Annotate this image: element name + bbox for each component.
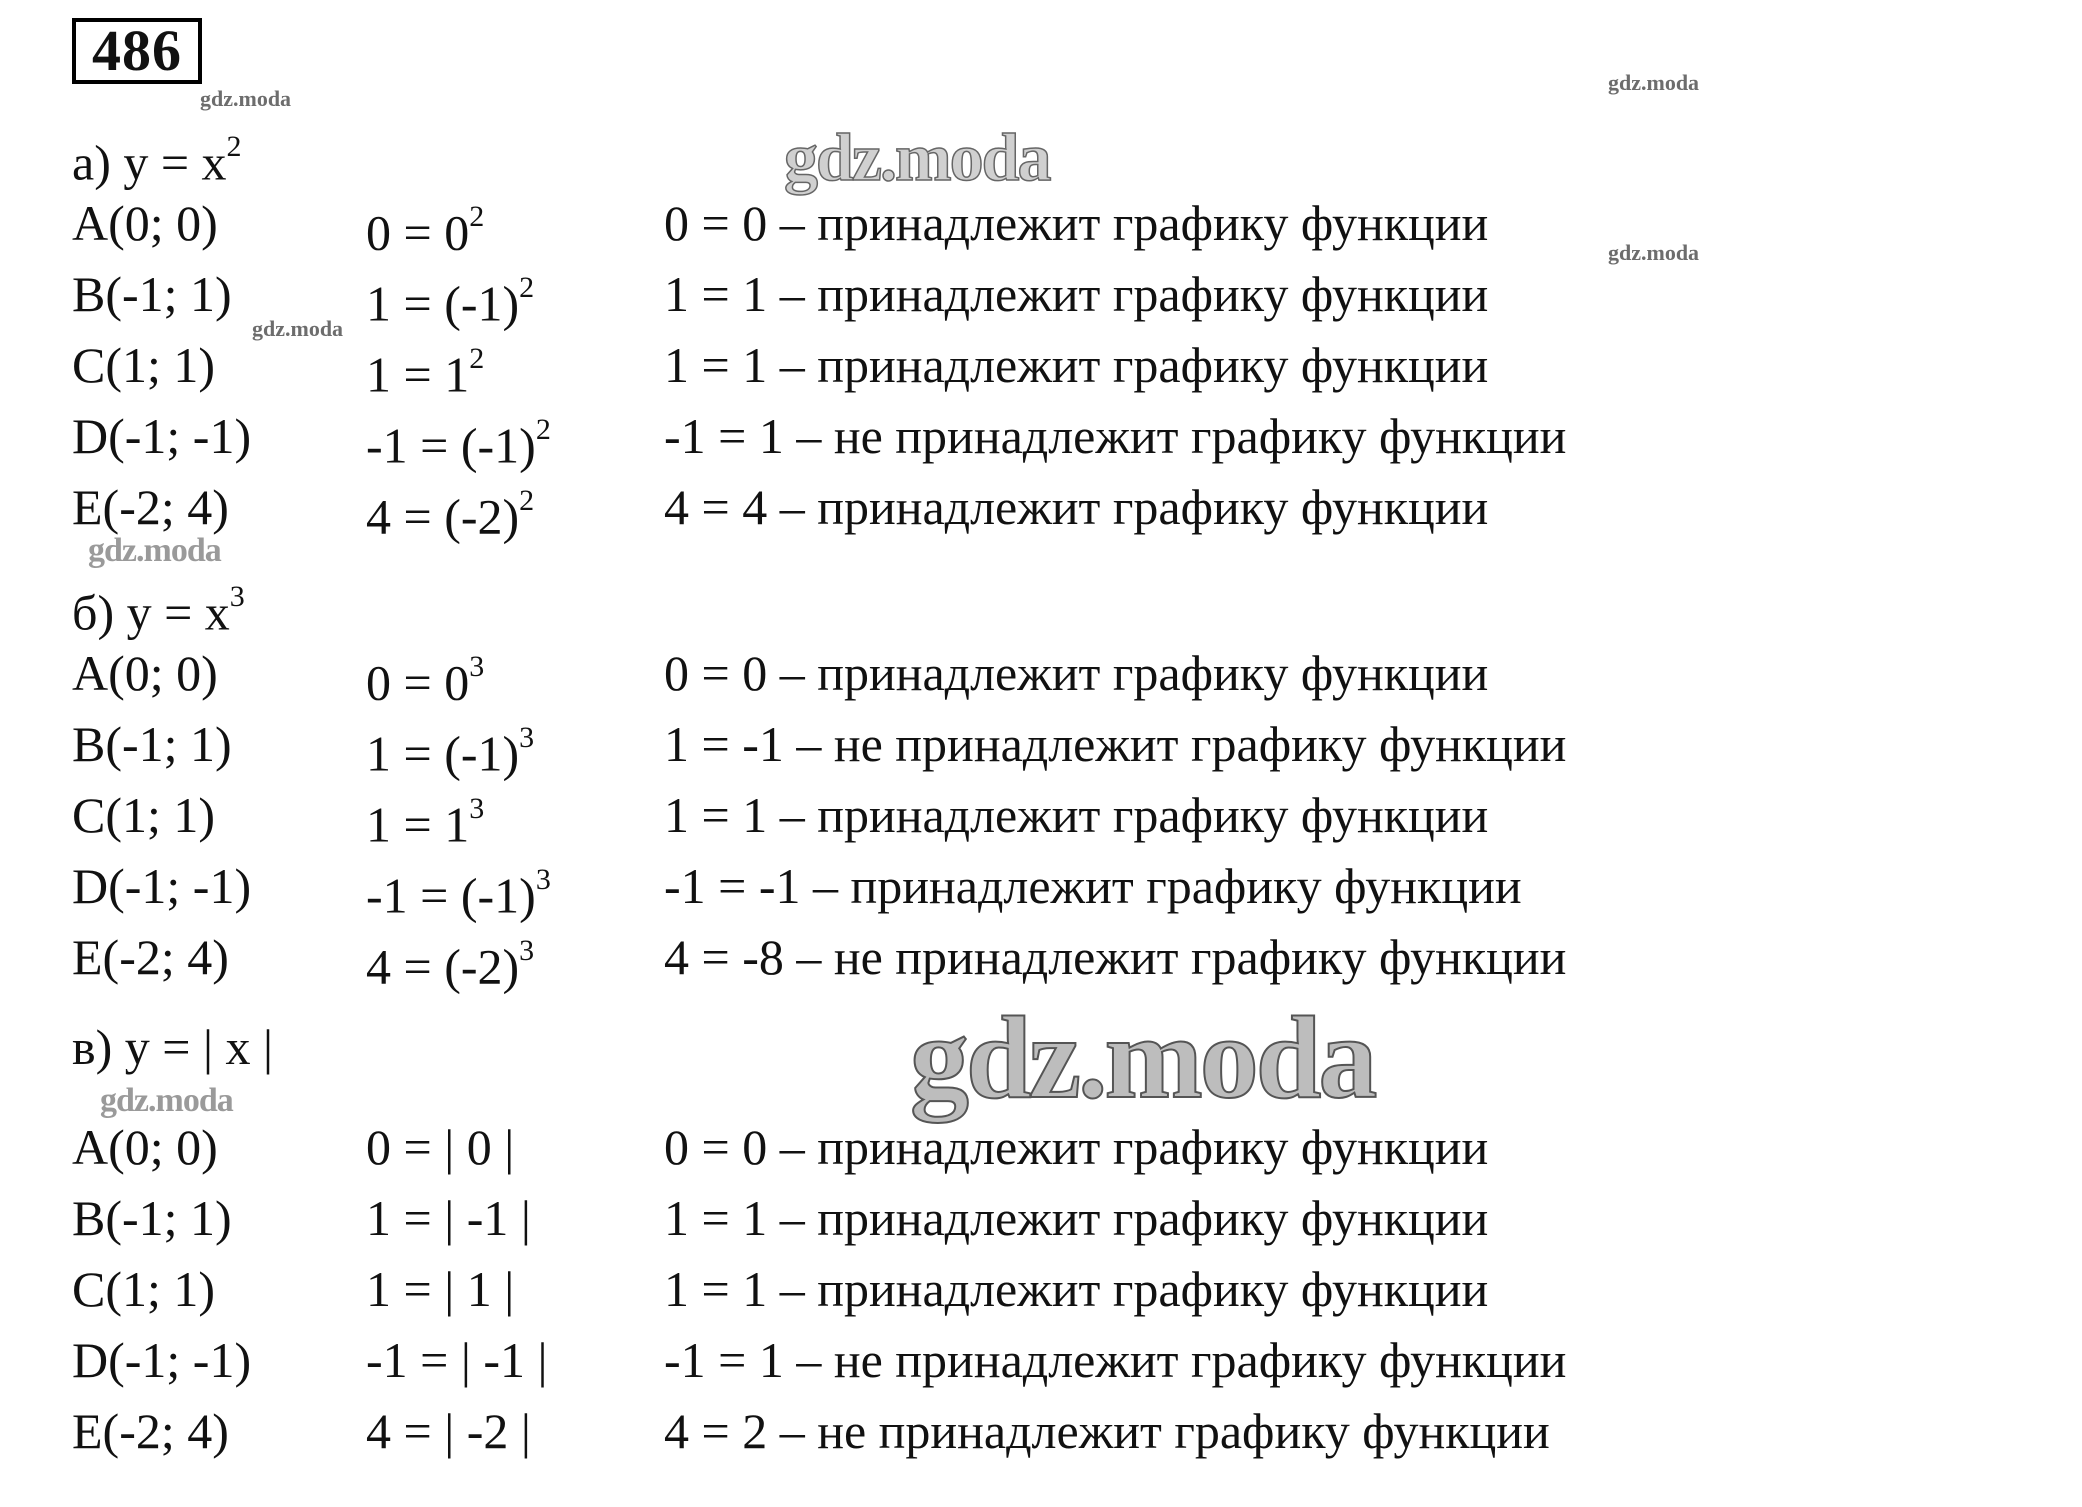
- watermark-logo: gdz.moda: [200, 86, 292, 111]
- point-label: E(-2; 4): [72, 1403, 229, 1459]
- section-a-row: [0, 472, 2082, 545]
- result-text: 0 = 0 – принадлежит графику функции: [664, 1119, 1489, 1175]
- section-a-title: а) $y = x^2$: [72, 130, 242, 191]
- result-text: 1 = 1 – принадлежит графику функции: [664, 787, 1489, 843]
- result-text: 4 = -8 – не принадлежит графику функции: [664, 929, 1567, 985]
- result-text: -1 = 1 – не принадлежит графику функции: [664, 1332, 1567, 1388]
- substitution: $4 = (-2)^2$: [366, 484, 535, 545]
- substitution: $-1 = (-1)^2$: [366, 413, 551, 474]
- section-c-title: в) y = | x |: [72, 1019, 273, 1075]
- section-c-row: [0, 1325, 2082, 1395]
- watermark-logo: gdz.moda: [910, 992, 1375, 1123]
- point-label: D(-1; -1): [72, 408, 252, 464]
- point-label: A(0; 0): [72, 195, 218, 251]
- result-text: 0 = 0 – принадлежит графику функции: [664, 645, 1489, 701]
- watermark-logo: gdz.moda: [1608, 240, 1700, 265]
- result-text: 1 = 1 – принадлежит графику функции: [664, 1261, 1489, 1317]
- section-c-row: [0, 1183, 2082, 1253]
- section-a-row: [0, 330, 2082, 403]
- substitution: $1 = 1^3$: [366, 792, 485, 853]
- substitution: $1 = 1^2$: [366, 342, 485, 403]
- point-label: E(-2; 4): [72, 479, 229, 535]
- point-label: D(-1; -1): [72, 858, 252, 914]
- result-text: -1 = 1 – не принадлежит графику функции: [664, 408, 1567, 464]
- substitution: 4 = | -2 |: [366, 1403, 531, 1459]
- point-label: B(-1; 1): [72, 266, 232, 322]
- watermark-logo: gdz.moda: [1608, 70, 1700, 95]
- substitution: $1 = (-1)^3$: [366, 721, 535, 782]
- result-text: 4 = 4 – принадлежит графику функции: [664, 479, 1489, 535]
- point-label: C(1; 1): [72, 1261, 216, 1317]
- section-c-row: [0, 1254, 2082, 1324]
- result-text: 1 = 1 – принадлежит графику функции: [664, 1190, 1489, 1246]
- section-c-row: [0, 1396, 2082, 1466]
- substitution: -1 = | -1 |: [366, 1332, 548, 1388]
- watermark-logo: gdz.moda: [252, 316, 344, 341]
- section-b-row: [0, 709, 2082, 782]
- substitution: 1 = | -1 |: [366, 1190, 531, 1246]
- task-number-box: 486: [72, 18, 202, 84]
- point-label: A(0; 0): [72, 1119, 218, 1175]
- section-b-row: [0, 851, 2082, 924]
- section-c-row: [0, 1112, 2082, 1182]
- substitution: $-1 = (-1)^3$: [366, 863, 551, 924]
- result-text: 4 = 2 – не принадлежит графику функции: [664, 1403, 1550, 1459]
- section-b-row: [0, 780, 2082, 853]
- section-b-title: б) $y = x^3$: [72, 580, 245, 641]
- point-label: D(-1; -1): [72, 1332, 252, 1388]
- result-text: 0 = 0 – принадлежит графику функции: [664, 195, 1489, 251]
- watermark-logo: gdz.moda: [784, 119, 1050, 195]
- point-label: B(-1; 1): [72, 1190, 232, 1246]
- section-a-row: [0, 188, 2082, 261]
- substitution: $1 = (-1)^2$: [366, 271, 535, 332]
- result-text: 1 = 1 – принадлежит графику функции: [664, 266, 1489, 322]
- substitution: $0 = 0^3$: [366, 650, 485, 711]
- substitution: 0 = | 0 |: [366, 1119, 515, 1175]
- substitution: 1 = | 1 |: [366, 1261, 515, 1317]
- point-label: C(1; 1): [72, 337, 216, 393]
- section-b-row: [0, 638, 2082, 711]
- result-text: 1 = -1 – не принадлежит графику функции: [664, 716, 1567, 772]
- point-label: E(-2; 4): [72, 929, 229, 985]
- point-label: A(0; 0): [72, 645, 218, 701]
- watermark-logo: gdz.moda: [88, 532, 221, 569]
- result-text: -1 = -1 – принадлежит графику функции: [664, 858, 1522, 914]
- watermark-logo: gdz.moda: [100, 1082, 233, 1119]
- substitution: $4 = (-2)^3$: [366, 934, 535, 995]
- section-a-row: [0, 259, 2082, 332]
- point-label: B(-1; 1): [72, 716, 232, 772]
- point-label: C(1; 1): [72, 787, 216, 843]
- section-a-row: [0, 401, 2082, 474]
- section-b-row: [0, 922, 2082, 995]
- result-text: 1 = 1 – принадлежит графику функции: [664, 337, 1489, 393]
- substitution: $0 = 0^2$: [366, 200, 485, 261]
